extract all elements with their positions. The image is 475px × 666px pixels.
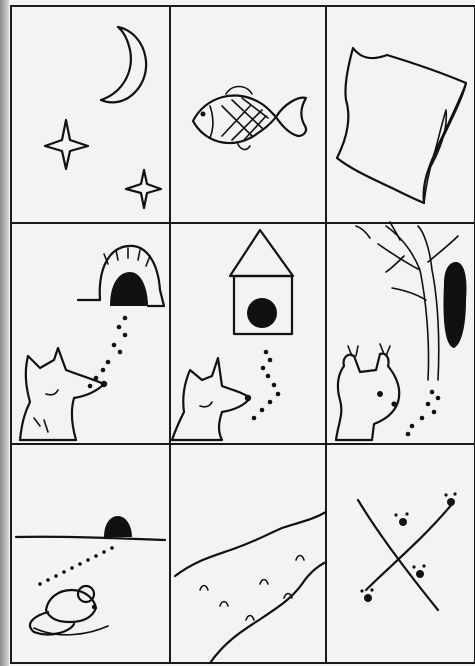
mouse-hole-icon: [104, 516, 132, 537]
crossed-sticks-icon: [358, 492, 457, 610]
star-icon: [126, 170, 161, 208]
footprints-icon: [88, 316, 128, 389]
crescent-moon-icon: [101, 27, 146, 102]
cell-mouse-hole: [16, 516, 165, 635]
fox-icon: [20, 348, 107, 440]
cell-squirrel-tree: [336, 222, 467, 440]
burrow-hole: [110, 272, 148, 306]
cell-night-sky: [45, 27, 161, 208]
pillow-icon: [337, 48, 466, 203]
tree-hollow-icon: [443, 262, 466, 348]
cell-fox-burrow: [20, 246, 164, 440]
footprints-icon: [38, 546, 114, 586]
footprints-icon: [252, 350, 281, 421]
star-icon: [45, 120, 88, 169]
fish-icon: [193, 87, 306, 150]
footprints-icon: [406, 390, 441, 437]
cell-fox-birdhouse: [172, 230, 293, 440]
footprints-icon: [360, 492, 456, 602]
mouse-icon: [30, 586, 108, 635]
birdhouse-icon: [230, 230, 293, 334]
river-icon: [175, 512, 326, 663]
tree-icon: [356, 222, 458, 380]
squirrel-icon: [336, 344, 399, 440]
ground-line: [16, 537, 165, 540]
fox-icon: [172, 358, 251, 440]
